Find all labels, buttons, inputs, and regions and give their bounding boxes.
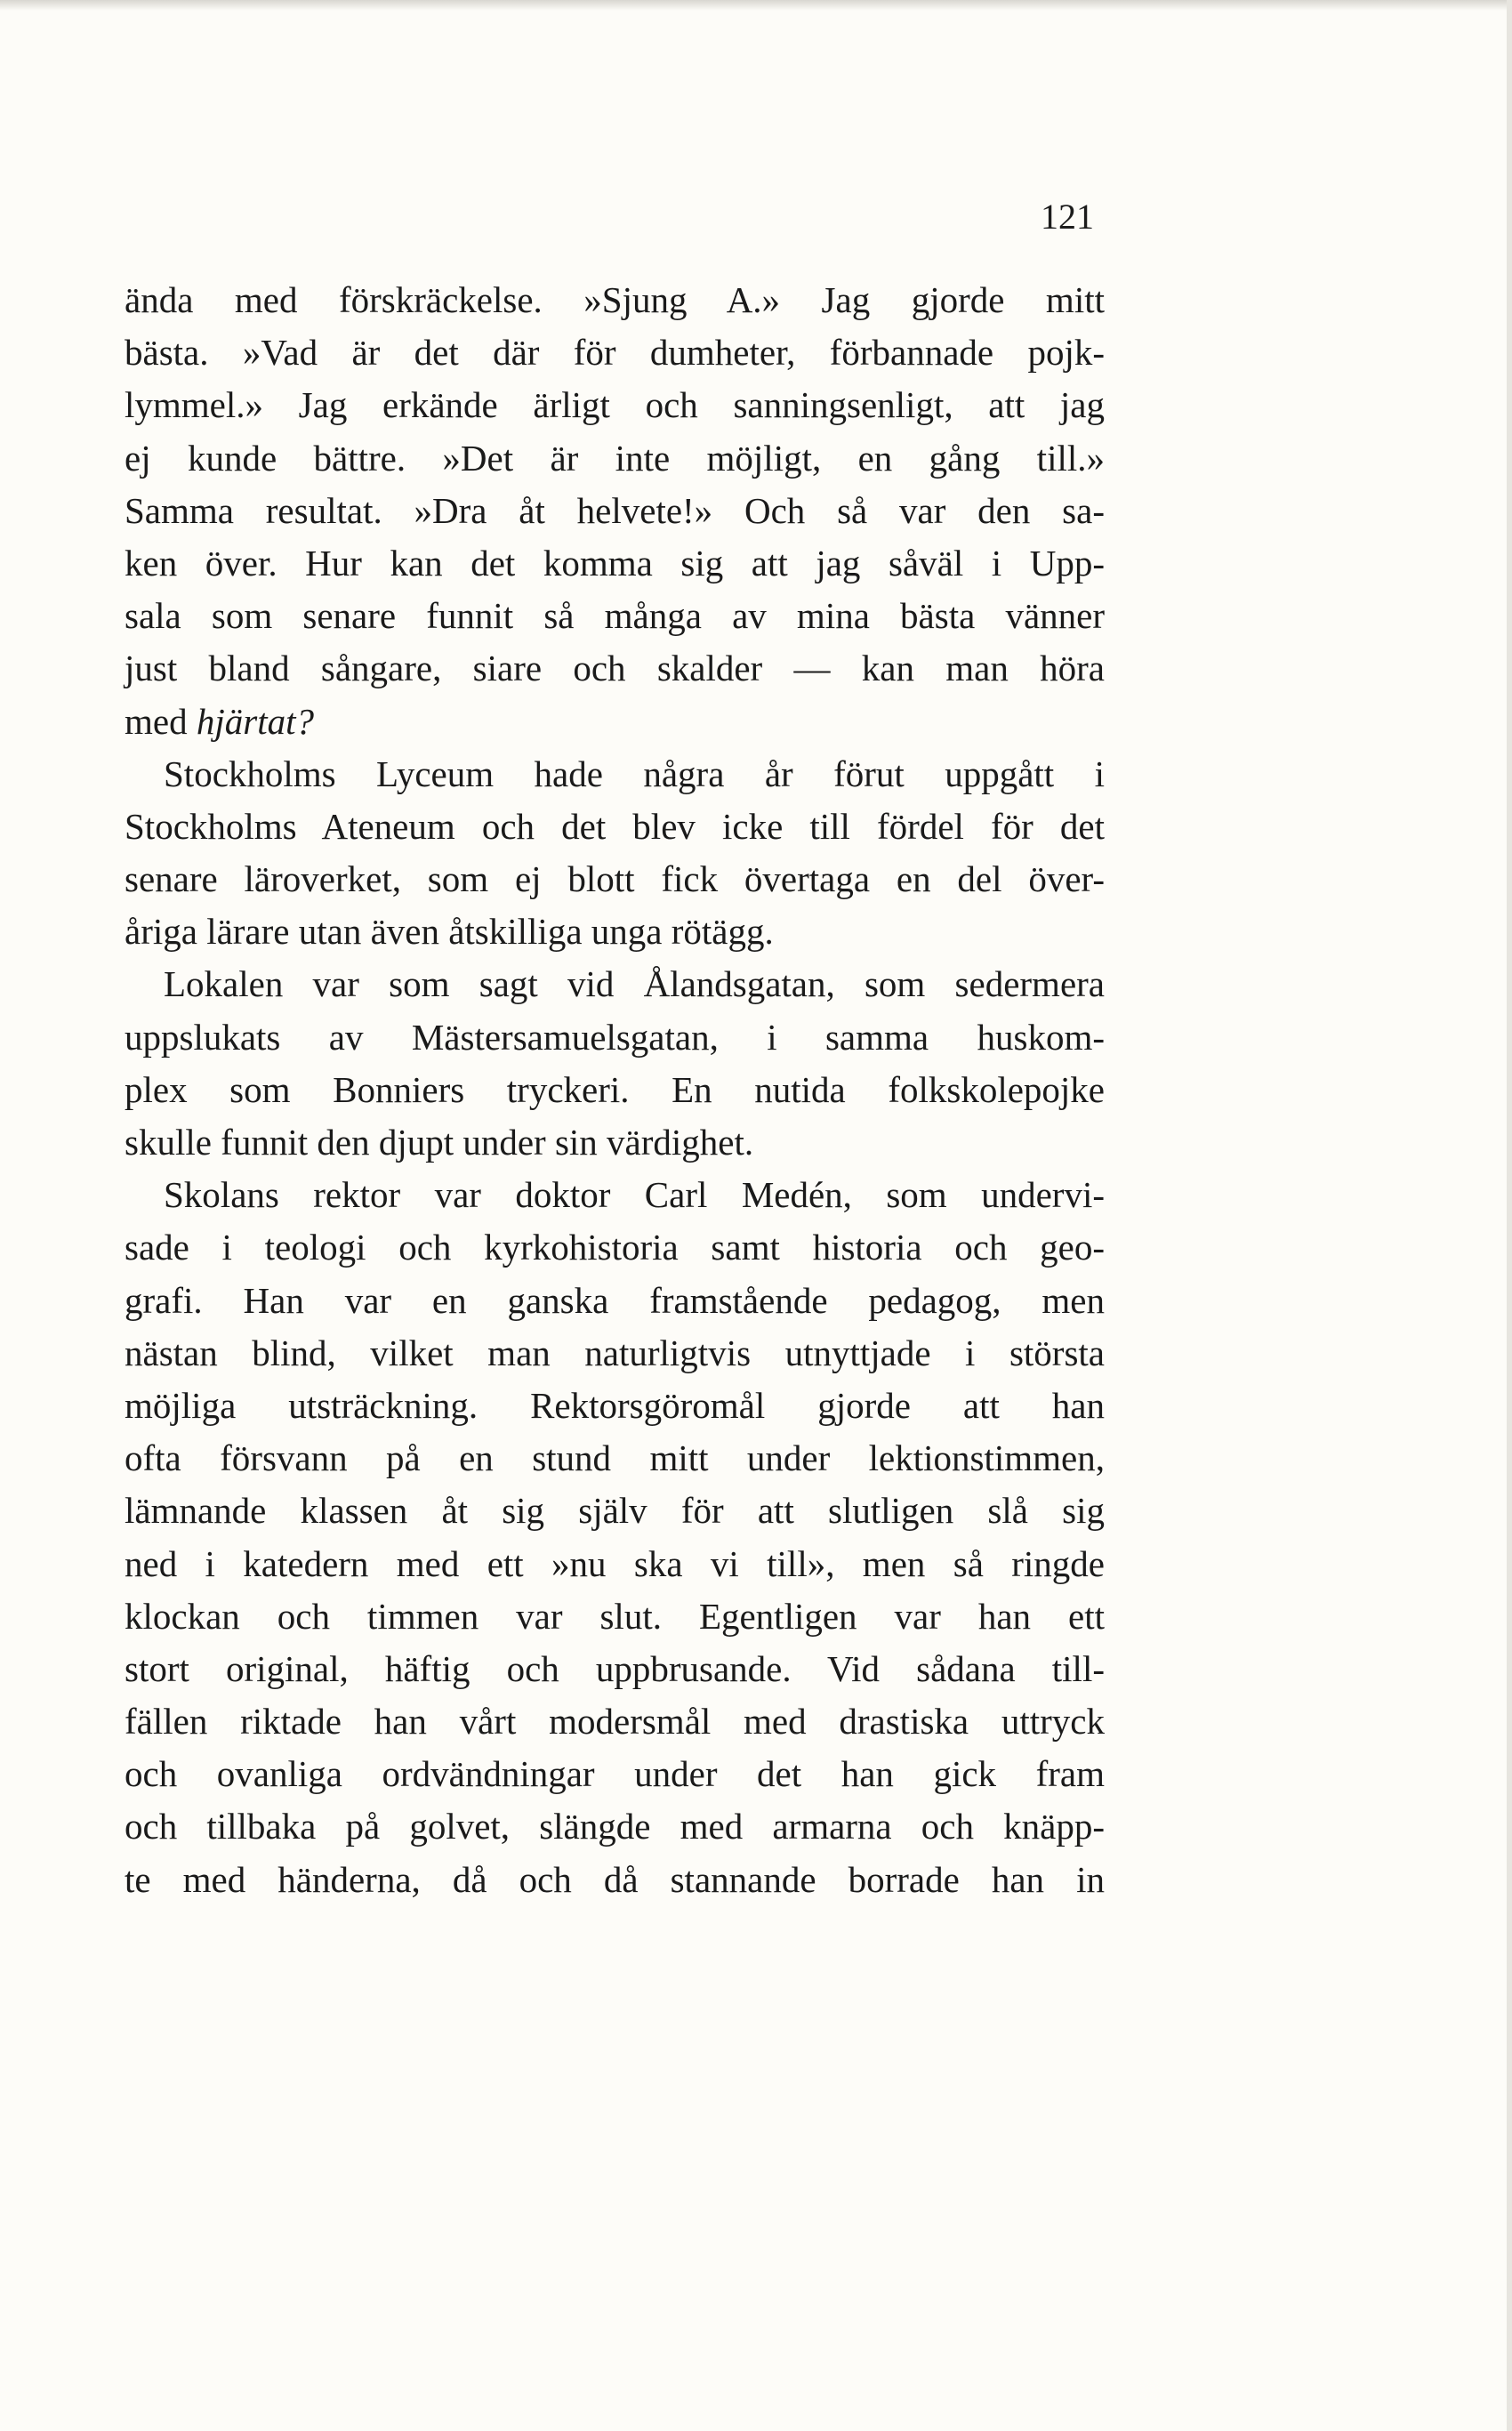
text-line: ända med förskräckelse. »Sjung A.» Jag gjorde mitt (125, 279, 1105, 320)
paragraph-start-line: Lokalen var som sagt vid Ålandsgatan, som sedermera (164, 963, 1105, 1005)
page-right-edge (1507, 0, 1512, 2431)
text-fragment: med (125, 700, 188, 742)
text-line: fällen riktade han vårt modersmål med drastiska uttryck (125, 1701, 1105, 1743)
text-line: Stockholms Ateneum och det blev icke till fördel för det (125, 805, 1105, 847)
text-line: skulle funnit den djupt under sin värdighet. (125, 1122, 754, 1163)
paragraph-start-line: Skolans rektor var doktor Carl Medén, som undervi- (164, 1174, 1105, 1216)
text-line: te med händerna, då och då stannande borrade han in (125, 1858, 1105, 1900)
text-line: Samma resultat. »Dra åt helvete!» Och så var den sa- (125, 489, 1105, 531)
text-line: just bland sångare, siare och skalder — kan man höra (125, 648, 1105, 689)
page-number: 121 (1041, 197, 1094, 237)
text-line: uppslukats av Mästersamuelsgatan, i samma huskom- (125, 1016, 1105, 1058)
page-top-edge (0, 0, 1512, 11)
text-line: grafi. Han var en ganska framstående pedagog, men (125, 1279, 1105, 1321)
text-line (125, 696, 1105, 748)
text-line: plex som Bonniers tryckeri. En nutida folkskolepojke (125, 1068, 1105, 1110)
text-line: sala som senare funnit så många av mina bästa vänner (125, 595, 1105, 637)
text-line: lämnande klassen åt sig själv för att slutligen slå sig (125, 1490, 1105, 1532)
text-line: ned i katedern med ett »nu ska vi till», men så ringde (125, 1542, 1105, 1584)
text-line: sade i teologi och kyrkohistoria samt historia och geo- (125, 1227, 1105, 1268)
text-line: stort original, häftig och uppbrusande. Vid sådana till- (125, 1647, 1105, 1689)
text-line: klockan och timmen var slut. Egentligen var han ett (125, 1595, 1105, 1637)
text-line: åriga lärare utan även åtskilliga unga rötägg. (125, 911, 774, 953)
text-line: och ovanliga ordvändningar under det han gick fram (125, 1753, 1105, 1795)
text-line: lymmel.» Jag erkände ärligt och sanningsenligt, att jag (125, 384, 1105, 426)
text-line: möjliga utsträckning. Rektorsgöromål gjorde att han (125, 1384, 1105, 1426)
text-line: och tillbaka på golvet, slängde med armarna och knäpp- (125, 1806, 1105, 1847)
italic-text: hjärtat? (196, 700, 314, 742)
text-line: nästan blind, vilket man naturligtvis utnyttjade i största (125, 1332, 1105, 1373)
text-line: ej kunde bättre. »Det är inte möjligt, en gång till.» (125, 437, 1105, 479)
text-line: ken över. Hur kan det komma sig att jag såväl i Upp- (125, 542, 1105, 584)
text-line: bästa. »Vad är det där för dumheter, förbannade pojk- (125, 332, 1105, 374)
body-text (125, 274, 1105, 1906)
text-line: ofta försvann på en stund mitt under lektionstimmen, (125, 1437, 1105, 1479)
paragraph-start-line: Stockholms Lyceum hade några år förut uppgått i (164, 753, 1105, 794)
text-line: senare läroverket, som ej blott fick övertaga en del över- (125, 858, 1105, 900)
